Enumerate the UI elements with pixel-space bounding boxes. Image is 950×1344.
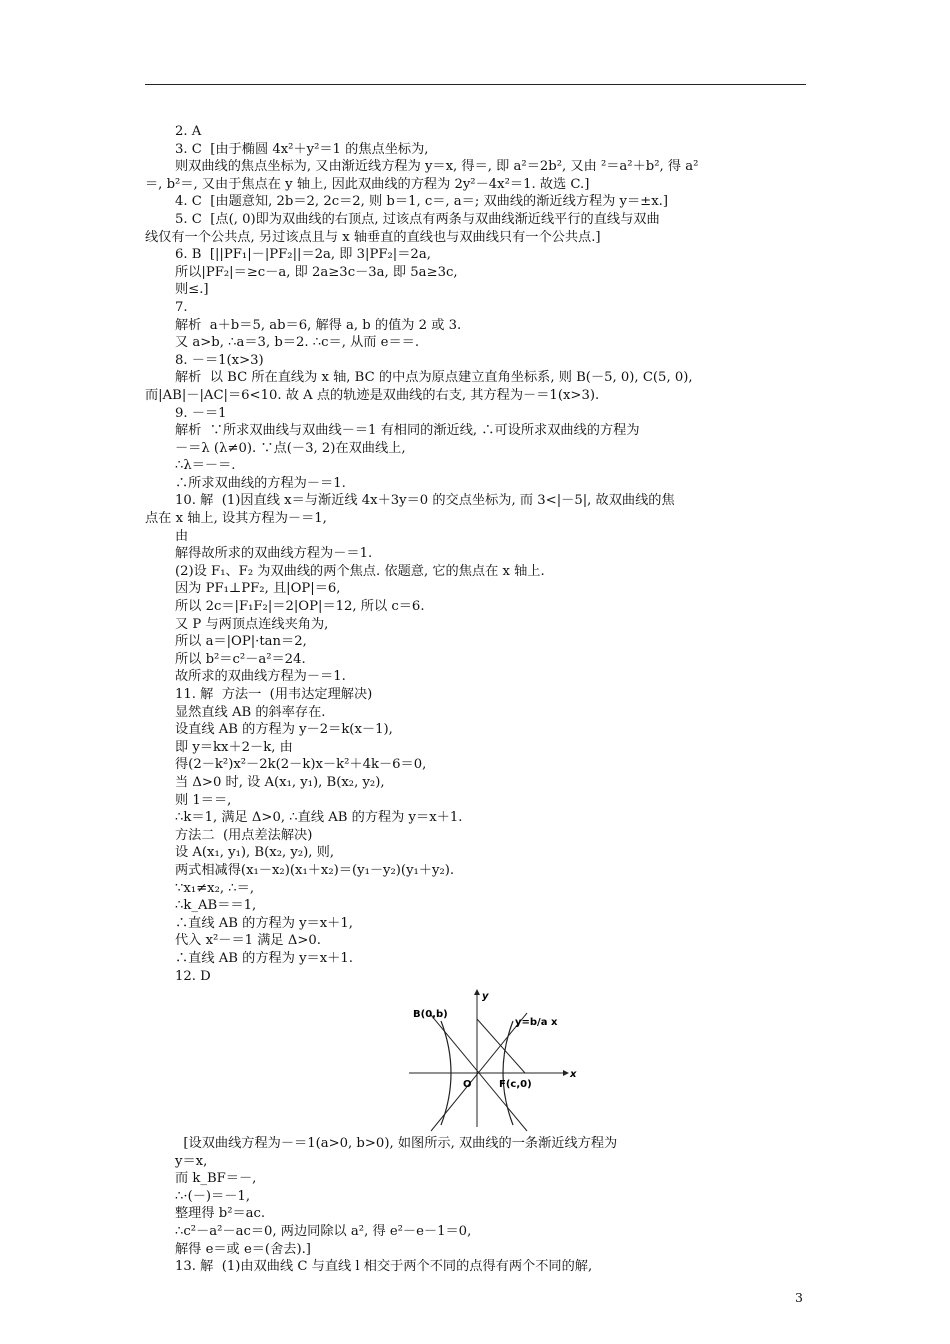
- x-axis-label: x: [570, 1069, 577, 1081]
- answer-lines-top: [145, 123, 806, 985]
- origin-label: O: [463, 1079, 472, 1091]
- text-line: 又 P 与两顶点连线夹角为,: [175, 616, 329, 632]
- text-line: 5. C [点(, 0)即为双曲线的右顶点, 过该点有两条与双曲线渐近线平行的直线与双曲: [175, 211, 660, 227]
- page-number: 3: [795, 1290, 803, 1305]
- text-line: 3. C [由于椭圆 4x²＋y²＝1 的焦点坐标为,: [175, 141, 429, 157]
- text-line: ＝, b²＝, 又由于焦点在 y 轴上, 因此双曲线的方程为 2y²－4x²＝1. 故选 C.]: [145, 176, 590, 192]
- text-line: 解析 ∵所求双曲线与双曲线－＝1 有相同的渐近线, ∴可设所求双曲线的方程为: [175, 423, 640, 439]
- text-line: 8. －＝1(x>3): [175, 352, 264, 368]
- header-rule: [145, 84, 806, 85]
- y-axis-label: y: [482, 991, 489, 1003]
- text-line: 因为 PF₁⊥PF₂, 且|OP|＝6,: [175, 581, 341, 597]
- hyperbola-figure: [145, 987, 806, 1135]
- text-line: 13. 解 (1)由双曲线 C 与直线 l 相交于两个不同的点得有两个不同的解,: [175, 1259, 593, 1275]
- answer-lines-bottom: [145, 1135, 806, 1276]
- text-line: 则 1＝＝,: [175, 792, 232, 808]
- text-line: 则≤.]: [175, 282, 209, 298]
- text-line: 得(2－k²)x²－2k(2－k)x－k²＋4k－6＝0,: [175, 757, 427, 773]
- text-line: ∴·(－)＝－1,: [175, 1188, 251, 1204]
- text-line: y＝x,: [175, 1153, 208, 1169]
- text-line: 所以|PF₂|＝≥c－a, 即 2a≥3c－3a, 即 5a≥3c,: [175, 264, 458, 280]
- text-line: 整理得 b²＝ac.: [175, 1206, 266, 1222]
- text-line: ∴λ＝－＝.: [175, 458, 236, 474]
- text-line: ∴所求双曲线的方程为－＝1.: [175, 475, 346, 491]
- text-line: 12. D: [175, 968, 211, 984]
- text-line: 10. 解 (1)因直线 x＝与渐近线 4x＋3y＝0 的交点坐标为, 而 3<|－5|, 故双曲线的焦: [175, 493, 675, 509]
- text-line: 线仅有一个公共点, 另过该点且与 x 轴垂直的直线也与双曲线只有一个公共点.]: [145, 229, 601, 245]
- point-b-label: B(0,b): [413, 1009, 448, 1021]
- text-line: 方法二 (用点差法解决): [175, 827, 313, 843]
- answer-text: [145, 123, 806, 1276]
- text-line: (2)设 F₁、F₂ 为双曲线的两个焦点. 依题意, 它的焦点在 x 轴上.: [175, 563, 545, 579]
- text-line: ∴c²－a²－ac＝0, 两边同除以 a², 得 e²－e－1＝0,: [175, 1224, 472, 1240]
- text-line: 则双曲线的焦点坐标为, 又由渐近线方程为 y＝x, 得＝, 即 a²＝2b², 又由 ²＝a²＋b², 得 a²: [175, 159, 699, 175]
- text-line: 当 Δ>0 时, 设 A(x₁, y₁), B(x₂, y₂),: [175, 774, 385, 790]
- x-axis-arrow: [563, 1070, 569, 1076]
- text-line: 设 A(x₁, y₁), B(x₂, y₂), 则,: [175, 845, 335, 861]
- text-line: 所以 2c＝|F₁F₂|＝2|OP|＝12, 所以 c＝6.: [175, 599, 425, 615]
- point-f-label: F(c,0): [499, 1079, 532, 1091]
- text-line: ∴k＝1, 满足 Δ>0, ∴直线 AB 的方程为 y＝x＋1.: [175, 810, 463, 826]
- text-line: 代入 x²－＝1 满足 Δ>0.: [175, 933, 321, 949]
- text-line: 点在 x 轴上, 设其方程为－＝1,: [145, 511, 327, 527]
- text-line: ∴k_AB＝＝1,: [175, 898, 257, 914]
- text-line: 又 a>b, ∴a＝3, b＝2. ∴c＝, 从而 e＝＝.: [175, 335, 420, 351]
- text-line: 11. 解 方法一 (用韦达定理解决): [175, 687, 373, 702]
- text-line: 所以 a＝|OP|·tan＝2,: [175, 634, 307, 650]
- text-line: 解得 e＝或 e＝(舍去).]: [175, 1241, 311, 1257]
- text-line: 显然直线 AB 的斜率存在.: [175, 704, 326, 720]
- text-line: ∴直线 AB 的方程为 y＝x＋1.: [175, 950, 353, 966]
- text-line: －＝λ (λ≠0). ∵点(－3, 2)在双曲线上,: [175, 440, 406, 456]
- text-line: 故所求的双曲线方程为－＝1.: [175, 669, 346, 685]
- text-line: [设双曲线方程为－＝1(a>0, b>0), 如图所示, 双曲线的一条渐近线方程为: [175, 1136, 618, 1152]
- text-line: 6. B [||PF₁|－|PF₂||＝2a, 即 3|PF₂|＝2a,: [175, 247, 431, 263]
- y-axis-arrow: [474, 989, 480, 995]
- text-line: 2. A: [175, 124, 202, 139]
- text-line: 由: [175, 528, 189, 544]
- text-line: 两式相减得(x₁－x₂)(x₁＋x₂)＝(y₁－y₂)(y₁＋y₂).: [175, 862, 455, 878]
- text-line: ∵x₁≠x₂, ∴＝,: [175, 880, 255, 896]
- text-line: 即 y＝kx＋2－k, 由: [175, 739, 293, 755]
- hyperbola-diagram: [403, 987, 579, 1133]
- text-line: 所以 b²＝c²－a²＝24.: [175, 651, 306, 667]
- text-line: ∴直线 AB 的方程为 y＝x＋1,: [175, 915, 353, 931]
- text-line: 设直线 AB 的方程为 y－2＝k(x－1),: [175, 722, 393, 738]
- text-line: 7.: [175, 299, 188, 315]
- text-line: 解析 以 BC 所在直线为 x 轴, BC 的中点为原点建立直角坐标系, 则 B(－5, 0), C(5, 0),: [175, 370, 693, 386]
- text-line: 解析 a＋b＝5, ab＝6, 解得 a, b 的值为 2 或 3.: [175, 317, 462, 333]
- text-line: 而|AB|－|AC|＝6<10. 故 A 点的轨迹是双曲线的右支, 其方程为－＝1(x>3).: [145, 387, 600, 403]
- text-line: 9. －＝1: [175, 405, 227, 421]
- asymptote-label: y=b/a x: [515, 1017, 558, 1029]
- text-line: 4. C [由题意知, 2b＝2, 2c＝2, 则 b＝1, c＝, a＝; 双曲线的渐近线方程为 y＝±x.]: [175, 194, 669, 210]
- text-line: 解得故所求的双曲线方程为－＝1.: [175, 546, 373, 562]
- text-line: 而 k_BF＝－,: [175, 1171, 257, 1187]
